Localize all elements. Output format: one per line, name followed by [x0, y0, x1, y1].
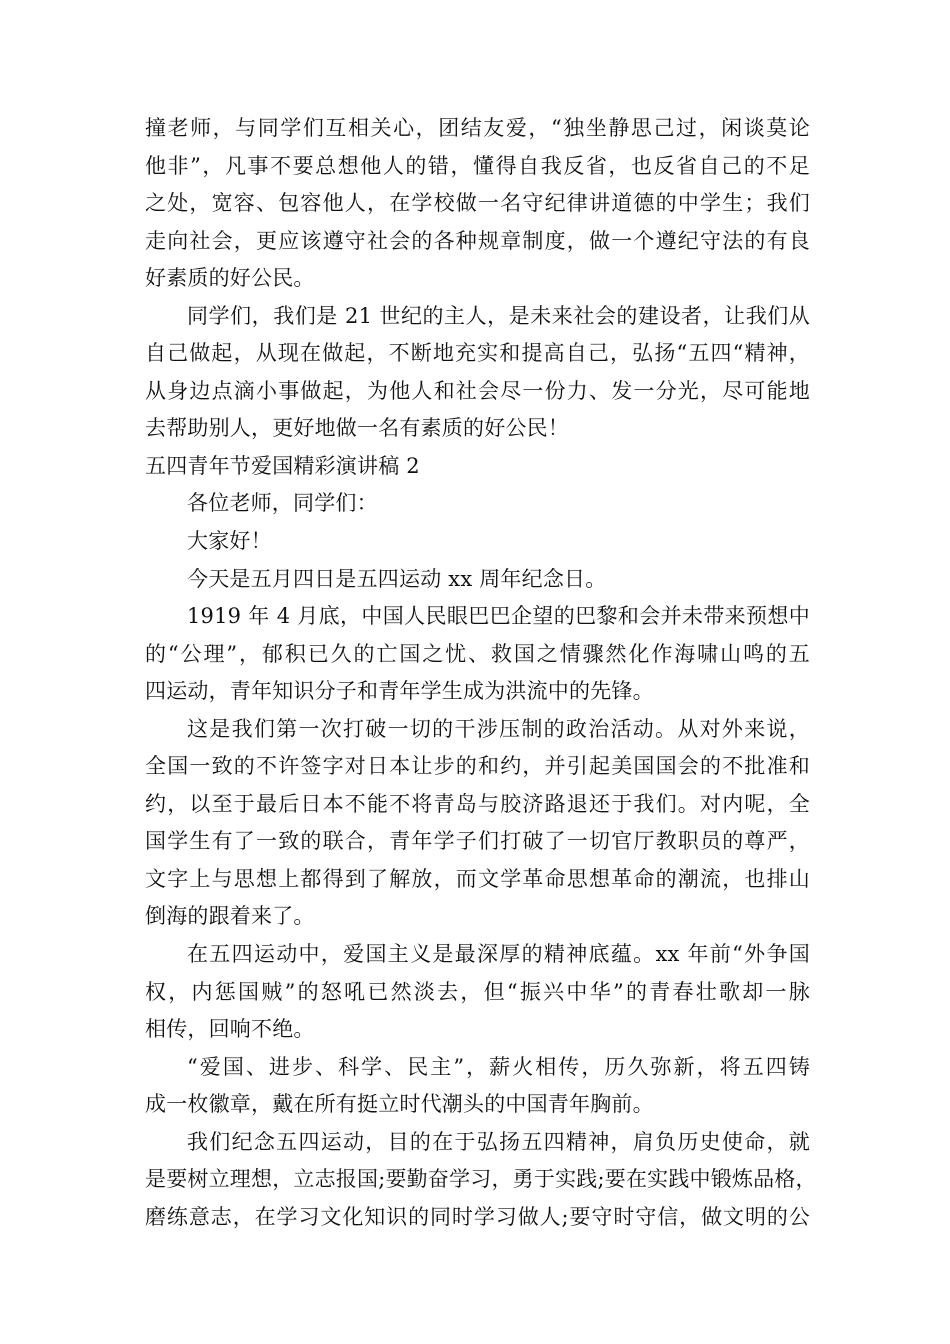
text-line: 成一枚徽章，戴在所有挺立时代潮头的中国青年胸前。: [145, 1092, 654, 1117]
text-line: 这是我们第一次打破一切的干涉压制的政治活动。从对外来说，: [187, 716, 810, 741]
text-line: 的“公理”，郁积已久的亡国之忧、救国之情骤然化作海啸山鸣的五: [145, 641, 810, 666]
text-line: 自己做起，从现在做起，不断地充实和提高自己，弘扬“五四“精神，: [145, 341, 810, 366]
document-body: [145, 110, 817, 1236]
text-line: 同学们，我们是 21 世纪的主人，是未来社会的建设者，让我们从: [187, 303, 810, 328]
text-line: 倒海的跟着来了。: [145, 904, 315, 929]
text-line: 之处，宽容、包容他人，在学校做一名守纪律讲道德的中学生；我们: [145, 191, 810, 216]
text-line: 约，以至于最后日本不能不将青岛与胶济路退还于我们。对内呢，全: [145, 791, 810, 816]
text-line: 相传，回响不绝。: [145, 1017, 315, 1042]
text-line: 他非”，凡事不要总想他人的错，懂得自我反省，也反省自己的不足: [145, 153, 810, 178]
text-line: 走向社会，更应该遵守社会的各种规章制度，做一个遵纪守法的有良: [145, 228, 810, 253]
text-line: 在五四运动中，爱国主义是最深厚的精神底蕴。xx 年前“外争国: [187, 942, 810, 967]
text-line: 权，内惩国贼”的怒吼已然淡去，但“振兴中华”的青春壮歌却一脉: [145, 979, 810, 1004]
text-line: “爱国、进步、科学、民主”，薪火相传，历久弥新，将五四铸: [187, 1054, 810, 1079]
text-line: 好素质的好公民。: [145, 266, 315, 291]
section-heading: 五四青年节爱国精彩演讲稿 2: [145, 453, 420, 478]
text-line: 四运动，青年知识分子和青年学生成为洪流中的先锋。: [145, 679, 654, 704]
text-line: 全国一致的不许签字对日本让步的和约，并引起美国国会的不批准和: [145, 754, 810, 779]
text-line: 大家好！: [187, 529, 272, 554]
text-line: 文字上与思想上都得到了解放，而文学革命思想革命的潮流，也排山: [145, 866, 810, 891]
text-line: 撞老师，与同学们互相关心，团结友爱，“独坐静思己过，闲谈莫论: [145, 116, 810, 140]
text-line: 我们纪念五四运动，目的在于弘扬五四精神，肩负历史使命，就: [187, 1129, 810, 1154]
text-line: 各位老师，同学们：: [187, 491, 378, 516]
text-line: 磨练意志，在学习文化知识的同时学习做人;要守时守信，做文明的公: [145, 1204, 810, 1229]
text-line: 1919 年 4 月底，中国人民眼巴巴企望的巴黎和会并未带来预想中: [187, 604, 810, 629]
text-line: 去帮助别人，更好地做一名有素质的好公民！: [145, 416, 569, 441]
text-line: 国学生有了一致的联合，青年学子们打破了一切官厅教职员的尊严，: [145, 829, 810, 854]
text-line: 今天是五月四日是五四运动 xx 周年纪念日。: [187, 566, 607, 591]
text-line: 是要树立理想，立志报国;要勤奋学习，勇于实践;要在实践中锻炼品格，: [145, 1167, 817, 1192]
text-line: 从身边点滴小事做起，为他人和社会尽一份力、发一分光，尽可能地: [145, 378, 810, 403]
